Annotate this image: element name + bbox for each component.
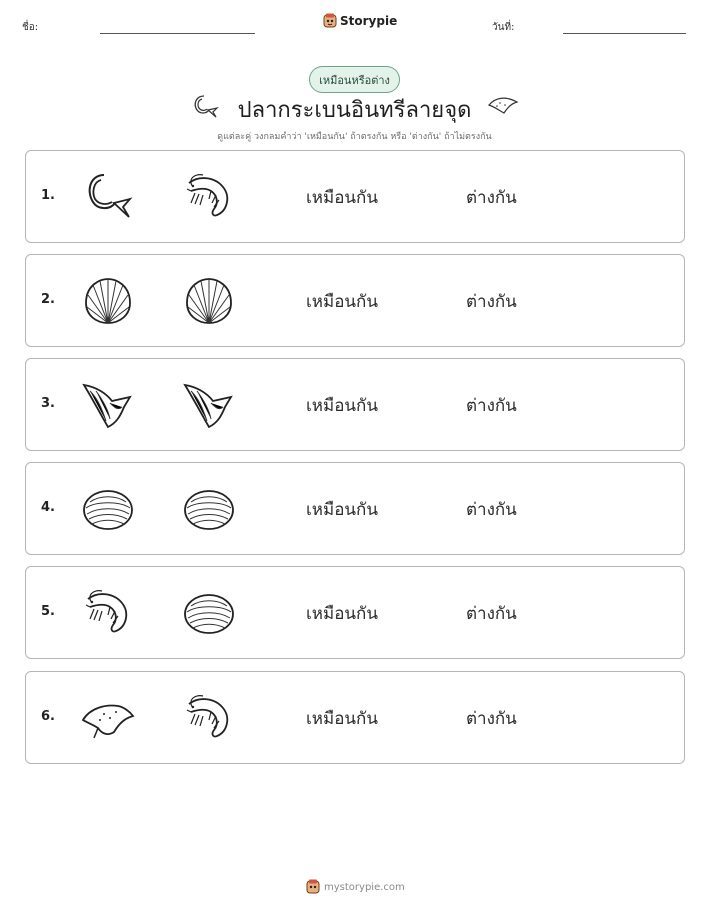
name-label: ชื่อ: [22, 22, 39, 33]
date-label: วันที่: [492, 22, 515, 33]
question-number: 2. [41, 292, 55, 307]
storypie-mascot-icon [306, 879, 320, 895]
date-line[interactable] [563, 33, 686, 34]
question-number: 1. [41, 188, 55, 203]
worksheet-title: ปลากระเบนอินทรีลายจุด [237, 98, 472, 123]
clam-icon [80, 481, 136, 537]
question-row-3 [25, 358, 685, 451]
ray-fin-icon [181, 377, 237, 433]
brand-name: Storypie [340, 14, 398, 28]
shrimp-icon [181, 690, 237, 746]
eagle-ray-tail-icon [80, 169, 136, 225]
worksheet-type-badge: เหมือนหรือต่าง [309, 66, 400, 93]
shrimp-icon [181, 169, 237, 225]
option-different[interactable]: ต่างกัน [466, 709, 517, 729]
option-same[interactable]: เหมือนกัน [306, 709, 378, 729]
scallop-icon [181, 273, 237, 329]
question-number: 5. [41, 604, 55, 619]
storypie-mascot-icon [323, 13, 337, 29]
option-same[interactable]: เหมือนกัน [306, 292, 378, 312]
shrimp-icon [80, 585, 136, 641]
option-same[interactable]: เหมือนกัน [306, 500, 378, 520]
ray-fin-icon [80, 377, 136, 433]
option-same[interactable]: เหมือนกัน [306, 188, 378, 208]
question-number: 3. [41, 396, 55, 411]
clam-icon [181, 481, 237, 537]
option-different[interactable]: ต่างกัน [466, 500, 517, 520]
footer [306, 879, 405, 895]
question-number: 4. [41, 500, 55, 515]
option-same[interactable]: เหมือนกัน [306, 396, 378, 416]
question-number: 6. [41, 709, 55, 724]
eagle-ray-icon [80, 690, 136, 746]
option-same[interactable]: เหมือนกัน [306, 604, 378, 624]
option-different[interactable]: ต่างกัน [466, 188, 517, 208]
instruction-text: ดูแต่ละคู่ วงกลมคำว่า 'เหมือนกัน' ถ้าตรงกัน หรือ 'ต่างกัน' ถ้าไม่ตรงกัน [217, 132, 492, 142]
option-different[interactable]: ต่างกัน [466, 396, 517, 416]
name-line[interactable] [100, 33, 255, 34]
clam-icon [181, 585, 237, 641]
question-row-4 [25, 462, 685, 555]
question-row-2 [25, 254, 685, 347]
question-row-1 [25, 150, 685, 243]
option-different[interactable]: ต่างกัน [466, 604, 517, 624]
footer-url[interactable]: mystorypie.com [324, 881, 405, 893]
scallop-icon [80, 273, 136, 329]
question-row-5 [25, 566, 685, 659]
brand-logo [323, 13, 397, 29]
option-different[interactable]: ต่างกัน [466, 292, 517, 312]
question-row-6 [25, 671, 685, 764]
eagle-ray-icon [486, 93, 520, 117]
